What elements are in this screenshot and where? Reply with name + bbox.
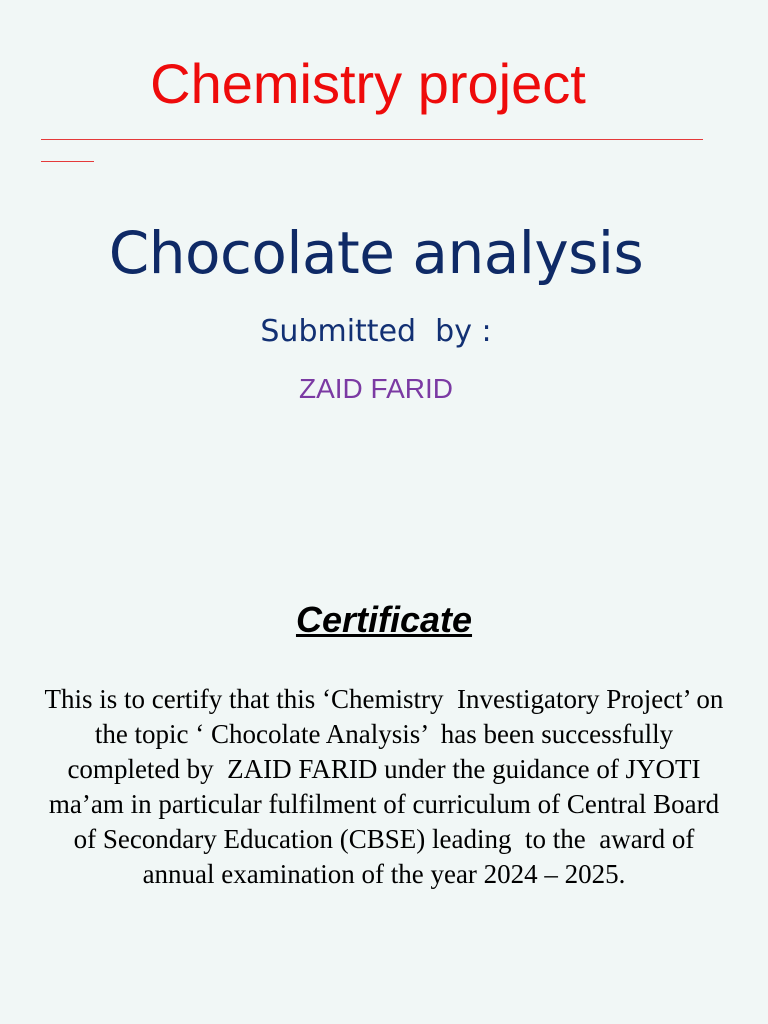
- title-underline-continuation: [41, 161, 94, 162]
- student-name: ZAID FARID: [298, 373, 453, 404]
- submitted-by-label: Submitted by :: [260, 314, 492, 349]
- certificate-body: This is to certify that this ‘Chemistry Investigatory Project’ on the topic ‘ Chocolate Analysis’ has been successfully completed by ZAID FARID under the guidance of JYOTI ma’am in particular fulfilment of curriculum of Central Board of Secondary Education (CBSE) leading to the award of annual examination of the year 2024 – 2025.: [44, 684, 731, 889]
- page-title: Chemistry project: [150, 52, 586, 115]
- certificate-heading: Certificate: [295, 599, 473, 640]
- project-title: Chocolate analysis: [108, 219, 644, 287]
- title-underline: [41, 139, 703, 140]
